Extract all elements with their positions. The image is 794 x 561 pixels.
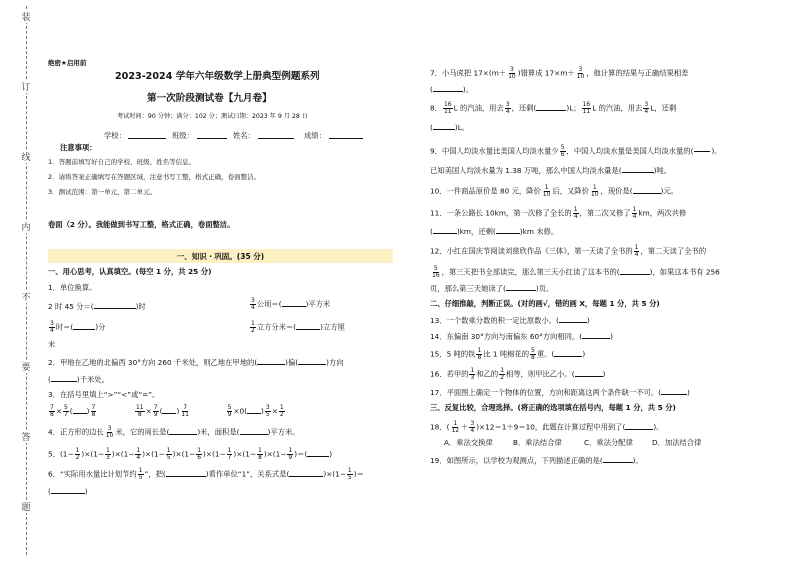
exam-title-line2: 第一次阶段测试卷【九月卷】 [147,93,272,104]
q11: 11．一条公路长 10km，第一次修了全长的 $\frac{1}{4}$ ，第二次又修了 $\frac{1}{4}$ km，两次共修 [430,206,687,220]
answer-blank[interactable] [73,406,87,414]
answer-blank[interactable] [73,322,95,330]
q2: 2．甲地在乙地的北偏西 30°方向 260 千米处，则乙地在甲地的( )偏( )方向 [48,358,344,367]
part2-heading: 二、仔细推敲，判断正误。(对的画√，错的画 X，每题 1 分，共 5 分) [430,299,660,308]
binding-char: 要 [20,360,32,373]
binding-margin [0,0,44,561]
q17: 17．平面图上确定一个物体的位置，方向和距离这两个条件缺一不可。( ) [430,388,690,397]
section-banner-title: 一、知识・巩固。(35 分) [176,252,265,261]
q1a: 2 时 45 分＝( )时 [48,302,146,311]
q8-cont: ( )L。 [430,123,470,132]
q10: 10．一件商品原价是 80 元，降价 $\frac{1}{10}$ 后，又降价 $\frac{1}{10}$ ，现价是( )元。 [430,184,679,198]
part1-heading: 一、用心思考，认真填空。(每空 1 分，共 25 分) [48,267,212,276]
answer-blank[interactable] [661,387,687,395]
class-field[interactable] [197,131,227,139]
answer-blank[interactable] [625,422,653,430]
paper-neatness-score: 卷面（2 分）。我能做到书写工整，格式正确，卷面整洁。 [48,220,235,229]
name-field[interactable] [258,131,294,139]
answer-blank[interactable] [496,226,520,234]
q4: 4．正方形的边长 $\frac{3}{10}$ 米，它的周长是( )米，面积是( )平方米。 [48,425,300,439]
note-item: 3．测试范围：第一单元、第二单元。 [48,188,157,196]
q19: 19．如图所示，以学校为观测点，下列描述正确的是( )。 [430,456,643,465]
q7: 7．小马虎把 17×(m＋ $\frac{3}{10}$ )错算成 17×m＋ $\frac{3}{10}$ ，他计算的结果与正确结果相差 [430,66,689,80]
score-field[interactable] [329,131,363,139]
q12-cont2: 页，那么第三天她读了( )页。 [430,284,554,293]
answer-blank[interactable] [51,374,77,382]
q3-items: $\frac{7}{8}$ × $\frac{5}{7}$ ( ) $\frac{7}{8}$ $\frac{11}{8}$ × $\frac{7}{9}$ ( ) $\frac{7}{11}$ $\frac{5}{9}$ ×0( ) $\frac{3}{5}$ × $\frac{1}{2}$ [50,404,284,418]
answer-blank[interactable] [162,406,176,414]
answer-blank[interactable] [289,469,323,477]
answer-blank[interactable] [296,322,320,330]
school-field[interactable] [128,131,166,139]
q6: 6．“实际用水量比计划节约 $\frac{1}{5}$ ”，把( )看作单位“1”，关系式是( )×(1− $\frac{1}{5}$ )＝ [48,467,364,481]
q18-option-a[interactable]: A．乘法交换律 [444,438,493,447]
q2-cont: ( )千米处。 [48,375,109,384]
q9: 9．中国人均淡水量比美国人均淡水量少 $\frac{5}{6}$ ，中国人均淡水量是美国人均淡水量的( )。 [430,144,722,158]
answer-blank[interactable] [575,369,603,377]
q11-cont: ( )km，还剩( )km 未修。 [430,227,559,236]
answer-blank[interactable] [51,486,85,494]
q1d: $\frac{1}{2}$ 立方分米＝( )立方厘 [251,320,345,334]
answer-blank[interactable] [433,122,455,130]
answer-blank[interactable] [582,331,610,339]
part3-heading: 三、反复比较，合理选择。(将正确的选项填在括号内，每题 1 分，共 5 分) [430,403,676,412]
q9-cont: 已知美国人均淡水量为 1.38 万吨，那么中国人均淡水量是( )吨。 [430,166,672,175]
q1c: $\frac{3}{4}$ 时＝( )分 [50,320,106,334]
answer-blank[interactable] [257,357,285,365]
q1d-wrap: 米 [48,340,56,349]
q1-prompt: 1．单位换算。 [48,283,97,292]
binding-char: 不 [20,290,32,303]
q6-cont: ( ) [48,487,88,496]
score-label: 成绩： [304,131,326,140]
answer-blank[interactable] [536,103,566,111]
binding-char: 答 [20,430,32,443]
answer-blank[interactable] [247,406,261,414]
q14: 14．东偏南 30°方向与南偏东 60°方向相同。( ) [430,332,613,341]
note-item: 1．答题前填写好自己的学校、班级、姓名等信息。 [48,158,196,166]
confidential-mark: 绝密★启用前 [48,59,87,67]
note-item: 2．请将答案正确填写在答题区域，注意书写工整，格式正确，卷面整洁。 [48,173,261,181]
school-label: 学校： [104,131,126,140]
notes-heading: 注意事项： [60,143,97,152]
q8: 8． $\frac{16}{11}$ L 的汽油，用去 $\frac{3}{4}$ ，还剩( )L； $\frac{16}{11}$ L 的汽油，用去 $\frac{3}{4}$ L，还剩 [430,101,677,115]
binding-char: 装 [20,10,32,23]
q15: 15．5 吨的铁 $\frac{1}{8}$ 比 1 吨棉花的 $\frac{5}{8}$ 重。( ) [430,347,586,361]
q3-prompt: 3．在括号里填上“>”“<”或“=”。 [48,390,160,399]
answer-blank[interactable] [307,449,329,457]
q13: 13．一个数乘分数的积一定比原数小。( ) [430,316,590,325]
binding-char: 线 [20,150,32,163]
exam-info: 考试时间：90 分钟；满分：102 分；测试日期：2023 年 9 月 28 日 [117,113,308,120]
answer-blank[interactable] [240,427,268,435]
answer-blank[interactable] [433,226,457,234]
binding-char: 订 [20,80,32,93]
answer-blank[interactable] [559,315,587,323]
q12: 12．小红在国庆节阅读刘慈欣作品《三体》，第一天读了全书的 $\frac{1}{4}$ ，第二天读了全书的 [430,244,707,258]
q18-option-b[interactable]: B．乘法结合律 [513,438,562,447]
answer-blank[interactable] [298,357,326,365]
q16: 16．若甲的 $\frac{1}{3}$ 和乙的 $\frac{1}{2}$ 相等，则甲比乙小。( ) [430,367,606,381]
binding-char: 题 [20,500,32,513]
answer-blank[interactable] [506,283,536,291]
answer-blank[interactable] [166,469,206,477]
q18-option-d[interactable]: D．加法结合律 [652,438,702,447]
answer-blank[interactable] [169,427,197,435]
answer-blank[interactable] [554,349,582,357]
q5: 5．(1− $\frac{1}{2}$ )×(1− $\frac{1}{3}$ )×(1− $\frac{1}{4}$ )×(1− $\frac{1}{5}$ )×(1− $\frac{1}{6}$ )×(1− $\frac{1}{7}$ )×(1− $\frac{1}{8}$ )×(1− $\frac{1}{9}$ )＝( ) [48,447,333,461]
q7-cont: ( )。 [430,85,474,94]
answer-blank[interactable] [282,299,306,307]
exam-title-line1: 2023-2024 学年六年级数学上册典型例题系列 [115,71,320,82]
name-label: 姓名： [233,131,255,140]
section-banner [48,249,393,263]
answer-blank[interactable] [622,165,654,173]
answer-blank[interactable] [433,84,463,92]
answer-blank[interactable] [94,301,136,309]
q1b: $\frac{3}{4}$ 公顷＝( )平方米 [251,297,331,311]
answer-blank[interactable] [620,267,650,275]
answer-blank[interactable] [603,455,633,463]
class-label: 班级： [172,131,194,140]
answer-blank[interactable] [633,186,661,194]
q18-option-c[interactable]: C．乘法分配律 [584,438,633,447]
q18: 18．( $\frac{1}{12}$ ＋ $\frac{3}{4}$ )×12＝1＋9＝10，此题在计算过程中用到了( )。 [430,420,664,434]
q12-cont: $\frac{5}{16}$ ，第三天把书全部读完，那么第三天小红读了这本书的( )，如果这本书有 256 [432,265,720,279]
binding-char: 内 [20,220,32,233]
